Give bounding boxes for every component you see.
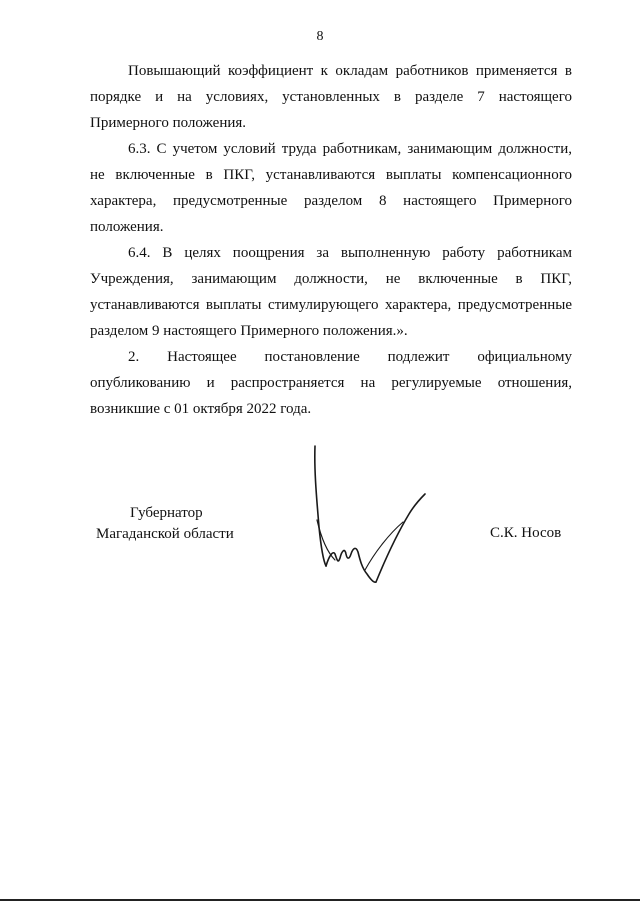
paragraph-6-3: 6.3. С учетом условий труда работникам, занимающим должности, не включенные в ПКГ, устанавливаются выплаты компенсационного характера, предусмотренные разделом 8 настоящего Примерного положения. <box>90 141 572 235</box>
signatory-name: С.К. Носов <box>490 525 562 541</box>
page-number: 8 <box>316 29 324 44</box>
handwritten-signature <box>305 442 435 590</box>
paragraph-coefficient: Повышающий коэффициент к окладам работников применяется в порядке и на условиях, установленных в разделе 7 настоящего Примерного положения. <box>90 63 572 131</box>
signatory-region: Магаданской области <box>96 526 234 542</box>
page-bottom-rule <box>0 899 640 901</box>
signatory-position: Губернатор <box>130 505 203 521</box>
paragraph-6-4: 6.4. В целях поощрения за выполненную работу работникам Учреждения, занимающим должности, не включенные в ПКГ, устанавливаются выплаты стимулирующего характера, предусмотренные разделом 9 настоящего Примерного положения.». <box>90 245 572 339</box>
document-body <box>90 58 572 422</box>
paragraph-2: 2. Настоящее постановление подлежит официальному опубликованию и распространяется на регулируемые отношения, возникшие с 01 октября 2022 года. <box>90 349 572 417</box>
signatory-title <box>96 503 234 545</box>
